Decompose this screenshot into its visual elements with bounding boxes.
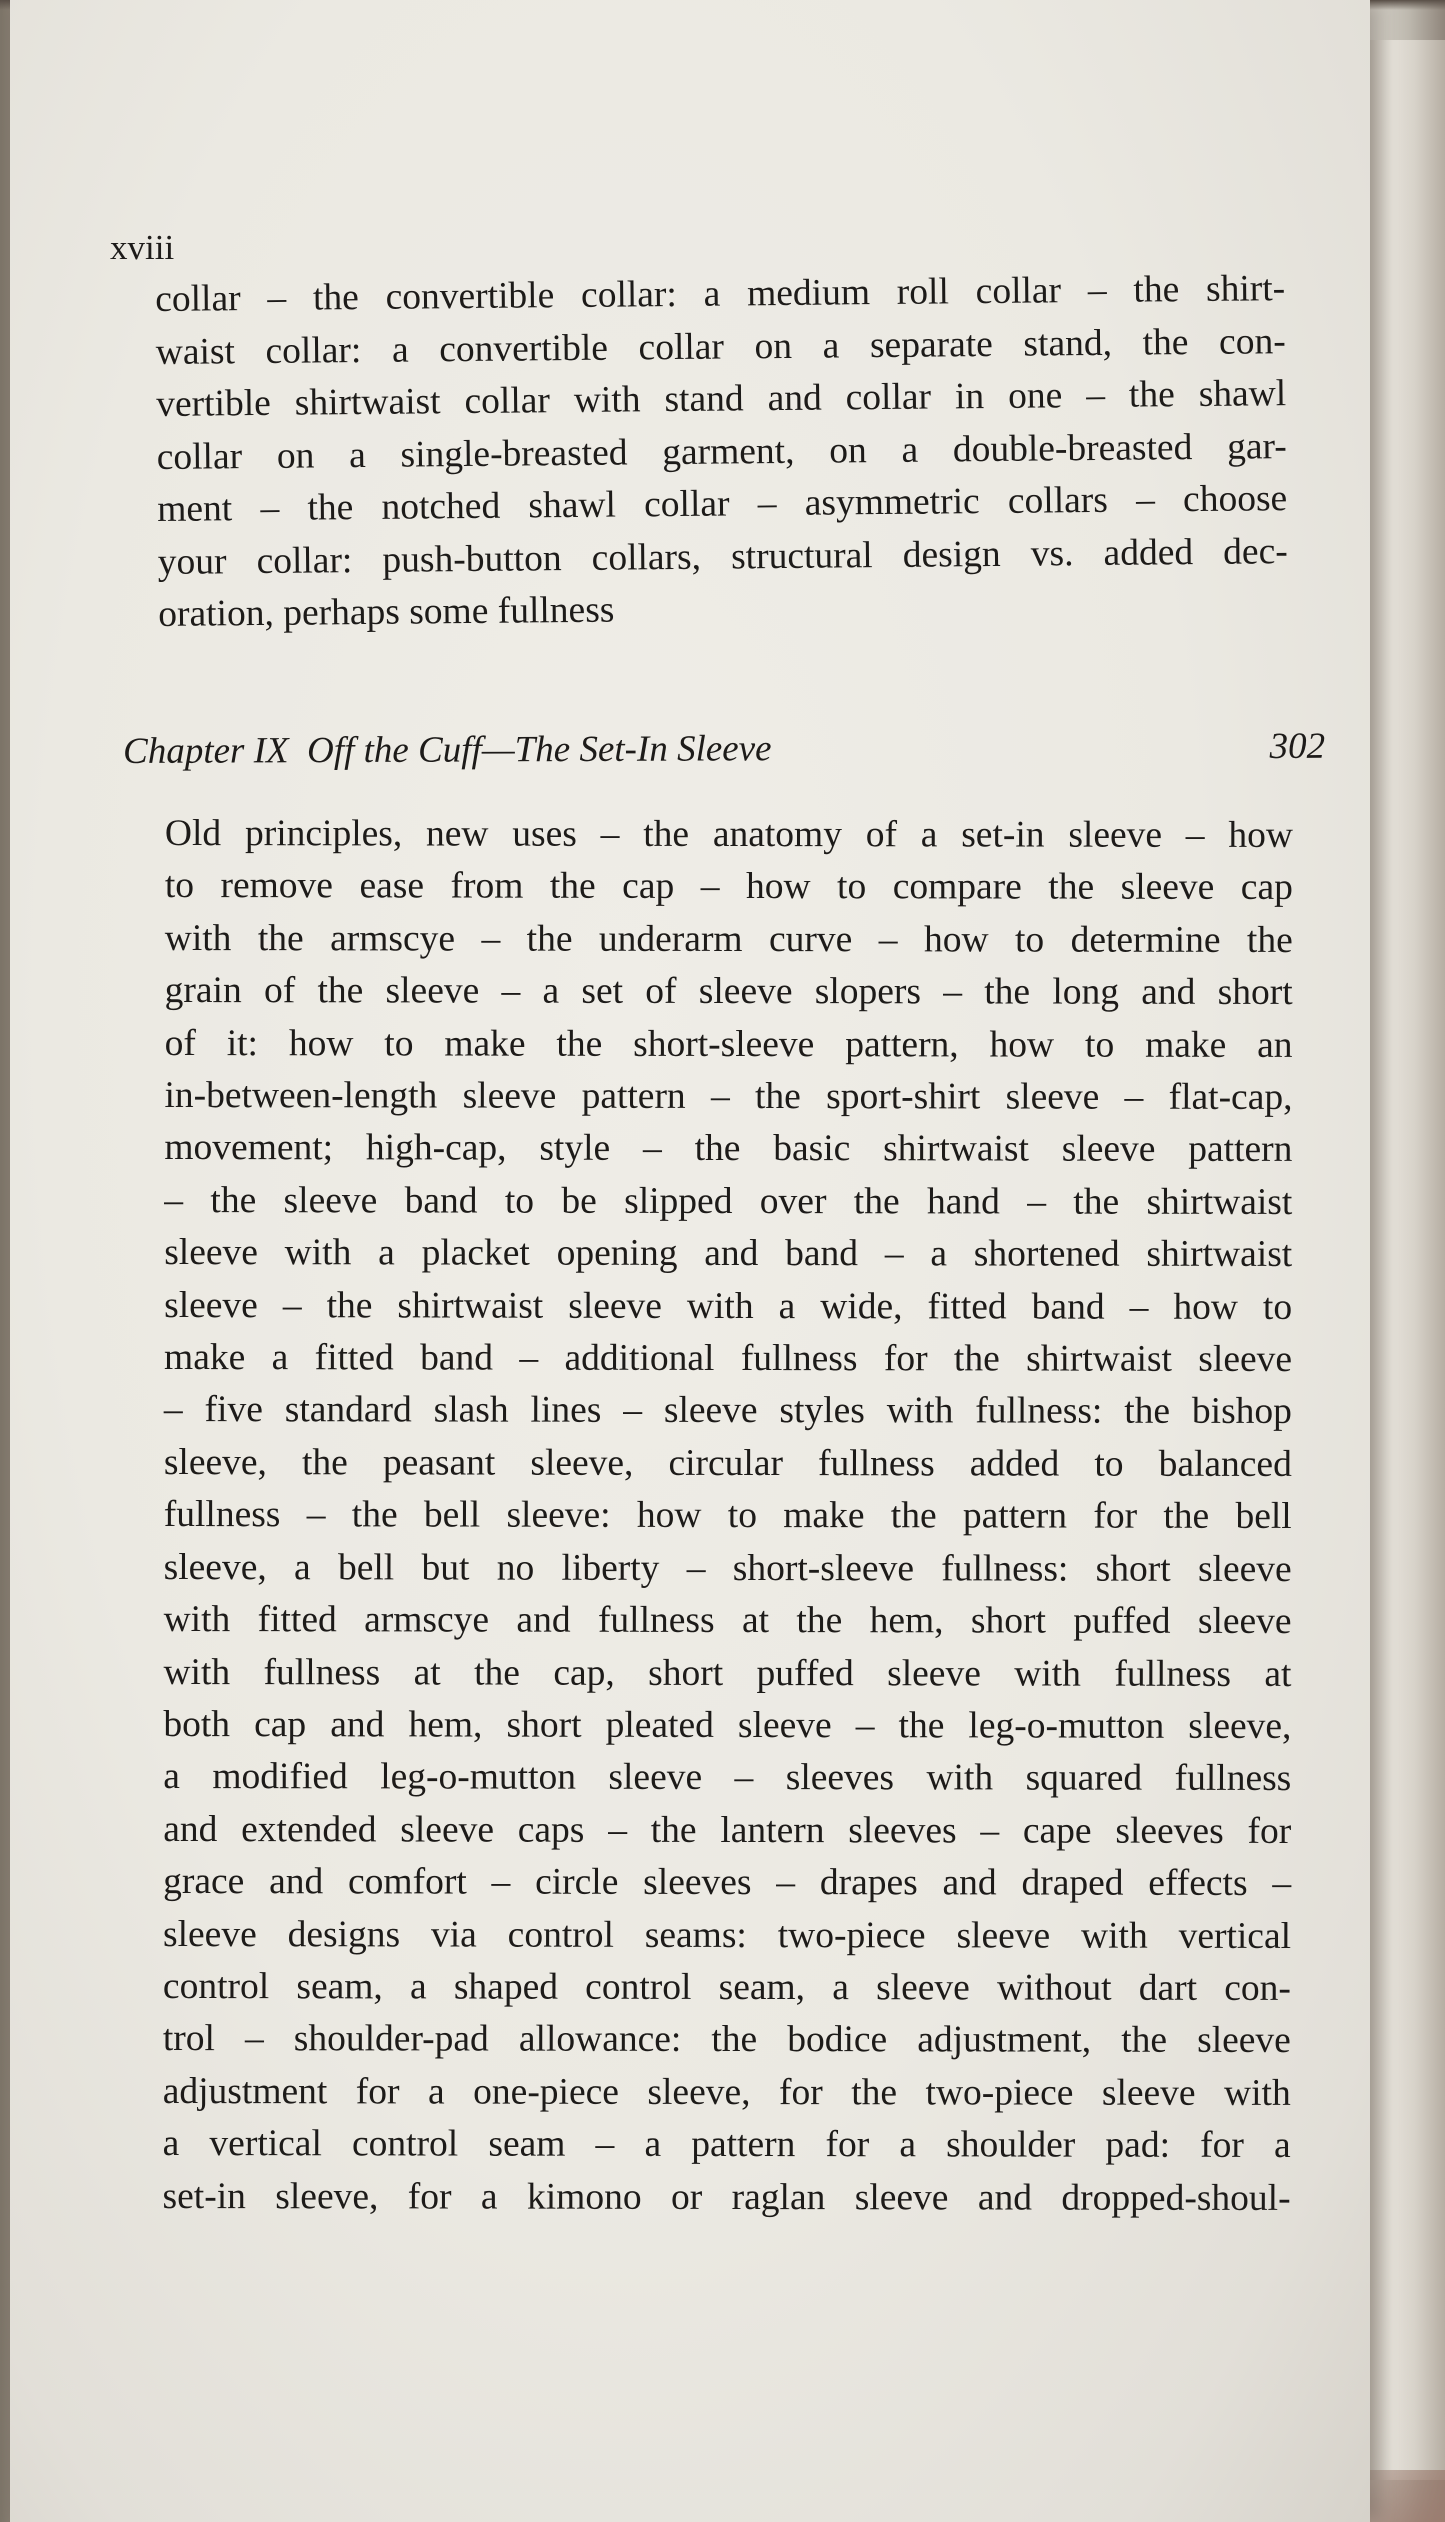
text-line: both cap and hem, short pleated sleeve – the leg-o-mutton sleeve, — [163, 1703, 1292, 1747]
text-line: Old principles, new uses – the anatomy of a set-in sleeve – how — [164, 813, 1293, 856]
text-line: with fullness at the cap, short puffed sleeve with fullness at — [163, 1651, 1292, 1695]
text-line: and extended sleeve caps – the lantern sleeves – cape sleeves for — [163, 1808, 1292, 1852]
text-line: set-in sleeve, for a kimono or raglan sleeve and dropped-shoul- — [162, 2175, 1291, 2219]
chapter-title: Chapter IX Off the Cuff—The Set-In Sleeve — [123, 728, 772, 772]
chapter-heading — [123, 721, 1325, 778]
text-line: oration, perhaps some fullness — [158, 589, 615, 635]
text-line: your collar: push-button collars, structural design vs. added dec- — [157, 530, 1288, 583]
text-line: of it: how to make the short-sleeve pattern, how to make an — [164, 1022, 1293, 1066]
page-folio: xviii — [110, 228, 175, 267]
collar-paragraph — [155, 263, 1288, 641]
text-line: fullness – the bell sleeve: how to make the pattern for the bell — [163, 1494, 1292, 1538]
page-stack-edge — [1370, 40, 1445, 2480]
text-line: to remove ease from the cap – how to compare the sleeve cap — [164, 865, 1293, 909]
text-line: adjustment for a one-piece sleeve, for the two-piece sleeve with — [162, 2070, 1291, 2114]
text-line: collar – the convertible collar: a medium roll collar – the shirt- — [155, 268, 1286, 320]
text-line: control seam, a shaped control seam, a sleeve without dart con- — [162, 1965, 1291, 2009]
chapter-page-number: 302 — [1269, 725, 1326, 767]
text-line: with the armscye – the underarm curve – how to determine the — [164, 917, 1293, 961]
text-line: – the sleeve band to be slipped over the hand – the shirtwaist — [164, 1179, 1293, 1223]
sleeve-paragraph — [163, 808, 1293, 2225]
book-page — [10, 0, 1370, 2522]
text-line: grace and comfort – circle sleeves – drapes and draped effects – — [163, 1861, 1292, 1905]
text-line: sleeve with a placket opening and band – a shortened shirtwaist — [164, 1232, 1293, 1276]
text-line: ment – the notched shawl collar – asymmetric collars – choose — [157, 478, 1288, 530]
text-line: make a fitted band – additional fullness for the shirtwaist sleeve — [164, 1337, 1293, 1381]
text-line: waist collar: a convertible collar on a separate stand, the con- — [155, 320, 1286, 373]
text-line: movement; high-cap, style – the basic shirtwaist sleeve pattern — [164, 1127, 1293, 1171]
text-line: sleeve, a bell but no liberty – short-sleeve fullness: short sleeve — [163, 1546, 1292, 1590]
text-line: collar on a single-breasted garment, on a double-breasted gar- — [156, 425, 1287, 478]
text-line: in-between-length sleeve pattern – the sport-shirt sleeve – flat-cap, — [164, 1075, 1293, 1118]
text-line: vertible shirtwaist collar with stand and collar in one – the shawl — [156, 373, 1287, 425]
text-line: a vertical control seam – a pattern for a shoulder pad: for a — [162, 2123, 1291, 2167]
text-line: grain of the sleeve – a set of sleeve slopers – the long and short — [164, 970, 1293, 1014]
text-line: sleeve – the shirtwaist sleeve with a wide, fitted band – how to — [164, 1284, 1293, 1328]
text-line: with fitted armscye and fullness at the hem, short puffed sleeve — [163, 1599, 1292, 1643]
text-line: a modified leg-o-mutton sleeve – sleeves with squared fullness — [163, 1756, 1292, 1800]
text-line: trol – shoulder-pad allowance: the bodice adjustment, the sleeve — [162, 2018, 1291, 2062]
text-line: sleeve designs via control seams: two-piece sleeve with vertical — [162, 1913, 1292, 1957]
text-line: sleeve, the peasant sleeve, circular fullness added to balanced — [163, 1441, 1292, 1485]
text-line: – five standard slash lines – sleeve styles with fullness: the bishop — [163, 1389, 1292, 1433]
